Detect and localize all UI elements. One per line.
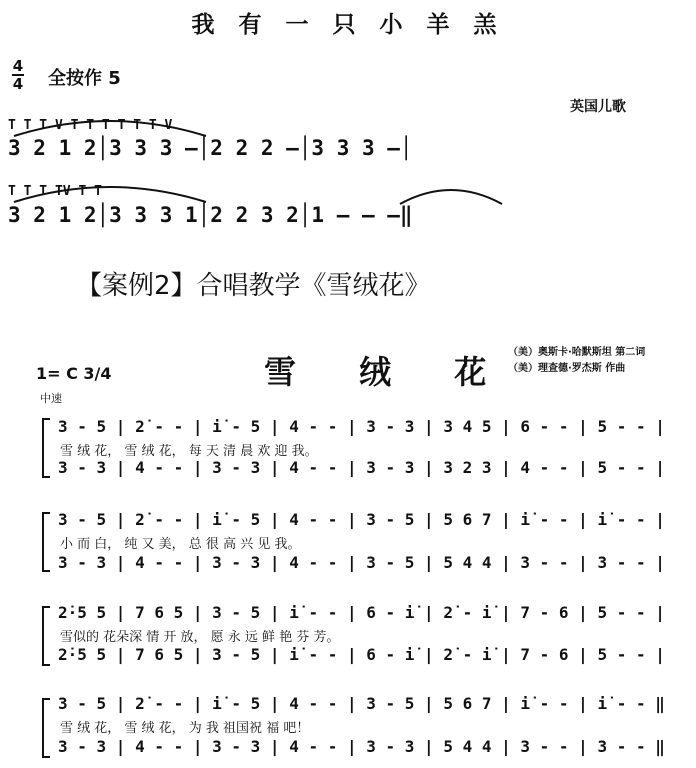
section-heading: 【案例2】合唱教学《雪绒花》 — [76, 271, 431, 301]
upper-voice-row: 3 - 5 | 2̇ - - | i̇ - 5 | 4 - - | 3 - 5 | 5 6 7 | i̇ - - | i̇ - - ‖ — [58, 694, 665, 713]
song1-title: 我 有 一 只 小 羊 羔 — [191, 12, 505, 38]
lower-voice-row: 3 - 3 | 4 - - | 3 - 3 | 4 - - | 3 - 5 | 5 4 4 | 3 - - | 3 - - | — [58, 553, 665, 572]
time-signature — [12, 58, 24, 92]
system-brace — [42, 418, 50, 478]
meter-top: 4 — [12, 57, 24, 75]
upper-voice-row: 3 - 5 | 2̇ - - | i̇ - 5 | 4 - - | 3 - 3 | 3 4 5 | 6 - - | 5 - - | — [58, 417, 665, 436]
notation-line1: 3 2 1 2│3 3 3 –│2 2 2 –│3 3 3 –│ — [8, 136, 413, 160]
system-brace — [42, 512, 50, 572]
performance-note: 全按作 5 — [48, 68, 121, 89]
upper-voice-row: 3 - 5 | 2̇ - - | i̇ - 5 | 4 - - | 3 - 5 | 5 6 7 | i̇ - - | i̇ - - | — [58, 510, 665, 529]
articulation-marks-line1: T T T V T T T T T T V — [8, 118, 173, 133]
upper-voice-row: 2̇·5 5 | 7 6 5 | 3 - 5 | i̇ - - | 6 - i̇ | 2̇ - i̇ | 7 - 6 | 5 - - | — [58, 603, 665, 622]
articulation-marks-line2: T T T TV T T — [8, 184, 102, 199]
system-brace — [42, 698, 50, 758]
lower-voice-row: 2̇·5 5 | 7 6 5 | 3 - 5 | i̇ - - | 6 - i̇ | 2̇ - i̇ | 7 - 6 | 5 - - | — [58, 645, 665, 664]
song-origin: 英国儿歌 — [570, 99, 626, 115]
key-signature: 1= C 3/4 — [36, 364, 112, 383]
notation-line2: 3 2 1 2│3 3 3 1│2 2 3 2│1 – – –‖ — [8, 203, 413, 227]
lyrics-row: 雪 绒 花， 雪 绒 花， 为 我 祖国祝 福 吧！ — [60, 721, 310, 736]
lyrics-row: 小 而 白， 纯 又 美， 总 很 高 兴 见 我。 — [60, 537, 301, 552]
composer-credit: （美）理查德·罗杰斯 作曲 — [508, 363, 626, 374]
lower-voice-row: 3 - 3 | 4 - - | 3 - 3 | 4 - - | 3 - 3 | 3 2 3 | 4 - - | 5 - - | — [58, 458, 665, 477]
song2-title: 雪 绒 花 — [264, 353, 513, 391]
system-brace — [42, 606, 50, 666]
lower-voice-row: 3 - 3 | 4 - - | 3 - 3 | 4 - - | 3 - 3 | 5 4 4 | 3 - - | 3 - - ‖ — [58, 737, 665, 756]
lyrics-row: 雪似的 花朵深 情 开 放， 愿 永 远 鲜 艳 芬 芳。 — [60, 630, 340, 645]
lyrics-row: 雪 绒 花， 雪 绒 花， 每 天 清 晨 欢 迎 我。 — [60, 444, 318, 459]
tempo-marking: 中速 — [40, 392, 62, 405]
meter-bottom: 4 — [12, 75, 24, 93]
lyricist-credit: （美）奥斯卡·哈默斯坦 第二词 — [508, 347, 646, 358]
